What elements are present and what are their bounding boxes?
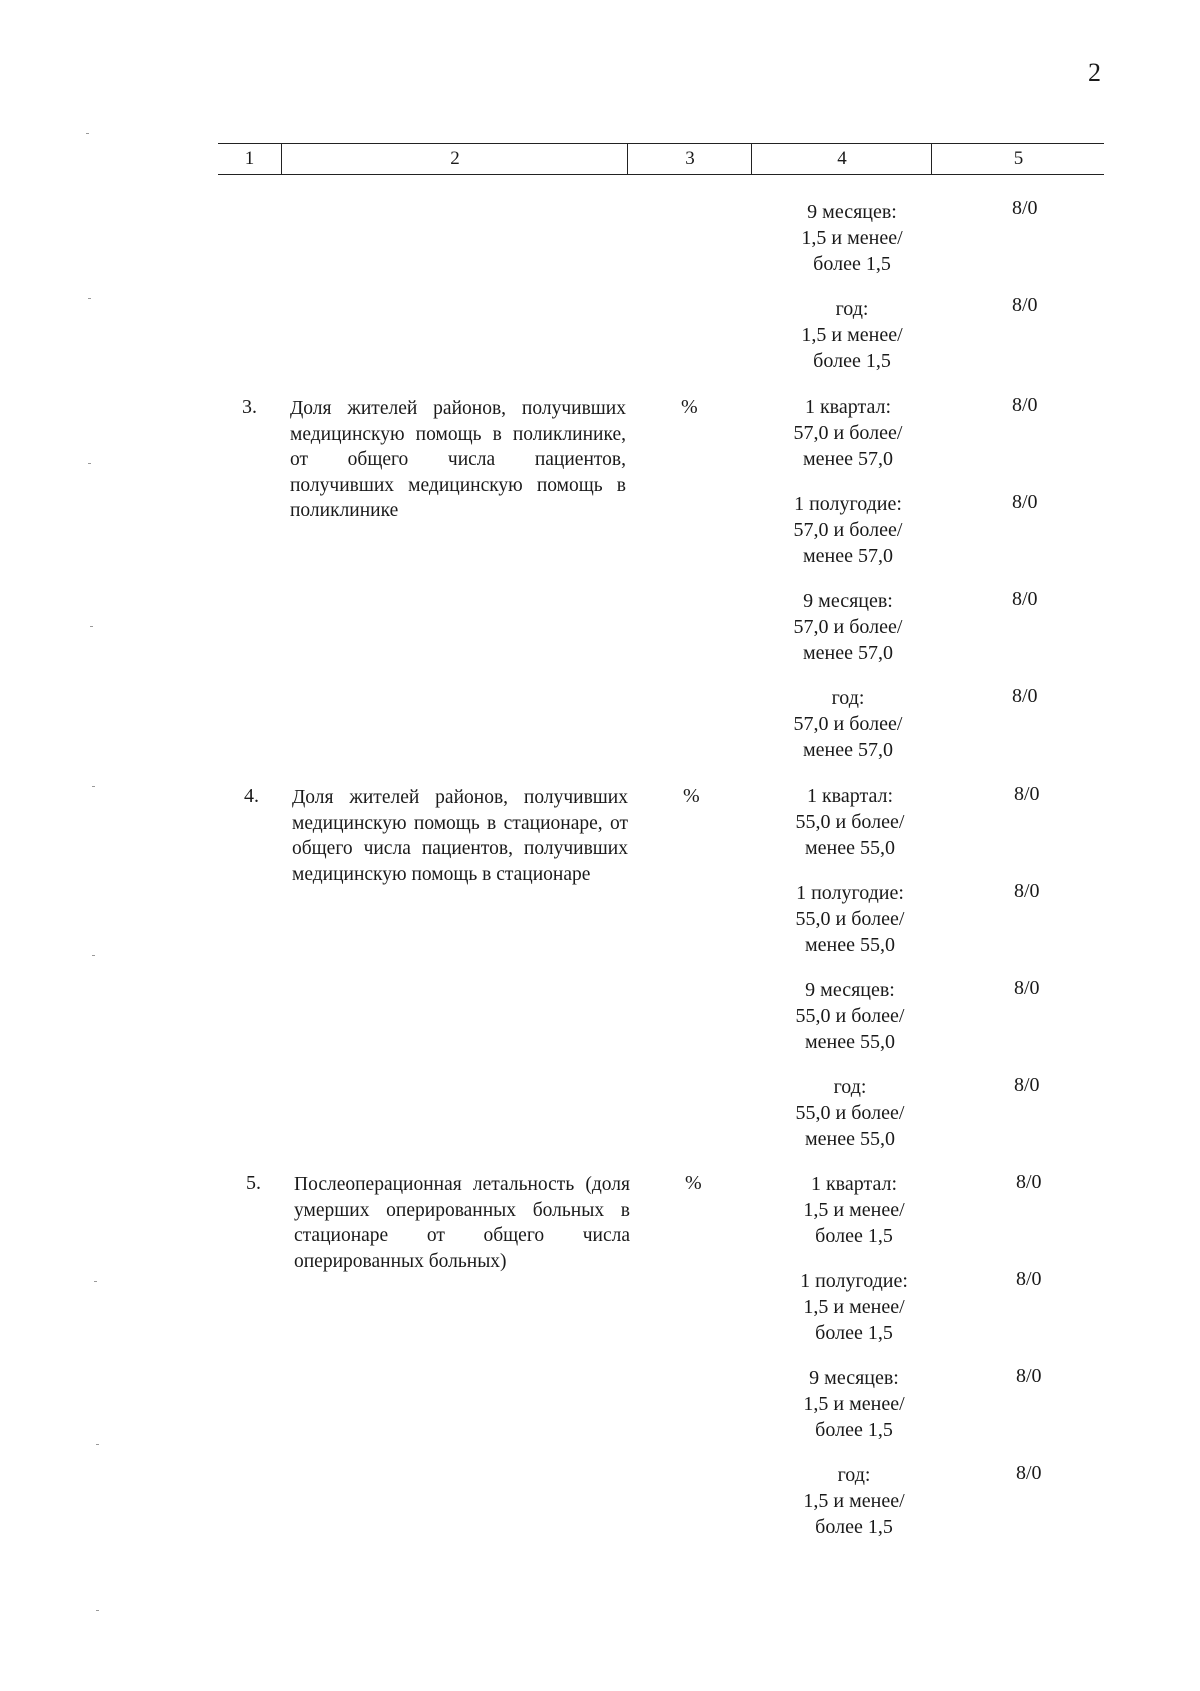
period-label: год: <box>835 298 869 320</box>
period-threshold-line1: 57,0 и более/ <box>793 422 903 444</box>
period-threshold-line2: менее 57,0 <box>803 545 893 567</box>
unit-value: % <box>683 785 700 807</box>
period-cell <box>748 588 948 666</box>
row-number: 5. <box>246 1172 261 1194</box>
column-header-4: 4 <box>751 144 932 174</box>
period-label: 9 месяцев: <box>807 201 897 223</box>
period-cell <box>748 685 948 763</box>
score-value: 8/0 <box>1014 1074 1040 1096</box>
score-value: 8/0 <box>1016 1268 1042 1290</box>
scan-speck <box>90 626 93 627</box>
period-label: 1 полугодие: <box>796 882 904 904</box>
period-threshold-line2: менее 55,0 <box>805 1031 895 1053</box>
period-threshold-line1: 1,5 и менее/ <box>801 324 903 346</box>
period-threshold-line2: менее 55,0 <box>805 1128 895 1150</box>
column-header-1: 1 <box>244 148 255 169</box>
scan-speck <box>88 463 91 464</box>
period-threshold-line1: 55,0 и более/ <box>795 811 905 833</box>
scan-speck <box>92 786 95 787</box>
period-threshold-line1: 57,0 и более/ <box>793 519 903 541</box>
period-cell <box>750 977 950 1055</box>
score-value: 8/0 <box>1012 588 1038 610</box>
period-threshold-line2: менее 57,0 <box>803 739 893 761</box>
period-threshold-line2: более 1,5 <box>815 1419 893 1441</box>
period-threshold-line1: 1,5 и менее/ <box>803 1490 905 1512</box>
score-value: 8/0 <box>1014 880 1040 902</box>
period-threshold-line2: менее 55,0 <box>805 837 895 859</box>
unit-value: % <box>681 396 698 418</box>
score-value: 8/0 <box>1016 1171 1042 1193</box>
period-cell <box>754 1365 954 1443</box>
period-threshold-line1: 1,5 и менее/ <box>801 227 903 249</box>
period-threshold-line1: 1,5 и менее/ <box>803 1199 905 1221</box>
period-threshold-line1: 57,0 и более/ <box>793 713 903 735</box>
column-header-2: 2 <box>281 144 628 174</box>
period-threshold-line2: более 1,5 <box>815 1225 893 1247</box>
period-label: 1 полугодие: <box>794 493 902 515</box>
score-value: 8/0 <box>1014 783 1040 805</box>
period-threshold-line2: более 1,5 <box>813 350 891 372</box>
indicator-description: Доля жителей районов, получивших медицинскую помощь в поликлинике, от общего числа пациентов, получивших медицинскую помощь в поликлинике <box>290 398 626 521</box>
indicator-description: Доля жителей районов, получивших медицинскую помощь в стационаре, от общего числа пациентов, получивших медицинскую помощь в стационаре <box>292 787 628 885</box>
score-value: 8/0 <box>1012 197 1038 219</box>
period-threshold-line2: менее 57,0 <box>803 642 893 664</box>
period-cell <box>754 1462 954 1540</box>
period-threshold-line2: более 1,5 <box>815 1322 893 1344</box>
period-label: год: <box>831 687 865 709</box>
period-cell <box>754 1171 954 1249</box>
score-value: 8/0 <box>1012 685 1038 707</box>
period-label: 9 месяцев: <box>803 590 893 612</box>
period-cell <box>752 199 952 277</box>
scan-speck <box>96 1444 99 1445</box>
period-threshold-line2: более 1,5 <box>813 253 891 275</box>
period-threshold-line1: 1,5 и менее/ <box>803 1393 905 1415</box>
period-threshold-line1: 57,0 и более/ <box>793 616 903 638</box>
period-label: 1 квартал: <box>804 396 892 418</box>
column-header-3: 3 <box>627 144 752 174</box>
column-header-5: 5 <box>931 144 1105 174</box>
row-number: 4. <box>244 785 259 807</box>
period-threshold-line1: 55,0 и более/ <box>795 1005 905 1027</box>
period-cell <box>754 1268 954 1346</box>
period-label: год: <box>833 1076 867 1098</box>
score-value: 8/0 <box>1012 294 1038 316</box>
row-number: 3. <box>242 396 257 418</box>
score-value: 8/0 <box>1012 491 1038 513</box>
period-label: 9 месяцев: <box>805 979 895 1001</box>
period-label: 9 месяцев: <box>809 1367 899 1389</box>
period-threshold-line2: менее 55,0 <box>805 934 895 956</box>
period-cell <box>750 1074 950 1152</box>
period-label: 1 квартал: <box>806 785 894 807</box>
unit-value: % <box>685 1172 702 1194</box>
column-header-row <box>218 143 1104 175</box>
page-number: 2 <box>1088 58 1101 87</box>
scan-speck <box>92 955 95 956</box>
period-cell <box>748 394 948 472</box>
period-label: 1 полугодие: <box>800 1270 908 1292</box>
period-cell <box>752 296 952 374</box>
indicator-description: Послеоперационная летальность (доля умерших оперированных больных в стационаре от общего числа оперированных больных) <box>294 1174 630 1272</box>
period-threshold-line2: менее 57,0 <box>803 448 893 470</box>
scan-speck <box>94 1281 97 1282</box>
period-threshold-line1: 55,0 и более/ <box>795 1102 905 1124</box>
period-threshold-line1: 55,0 и более/ <box>795 908 905 930</box>
score-value: 8/0 <box>1016 1462 1042 1484</box>
scan-speck <box>96 1610 99 1611</box>
score-value: 8/0 <box>1014 977 1040 999</box>
scan-speck <box>88 298 91 299</box>
period-cell <box>750 783 950 861</box>
period-threshold-line1: 1,5 и менее/ <box>803 1296 905 1318</box>
score-value: 8/0 <box>1012 394 1038 416</box>
period-threshold-line2: более 1,5 <box>815 1516 893 1538</box>
period-label: год: <box>837 1464 871 1486</box>
score-value: 8/0 <box>1016 1365 1042 1387</box>
period-label: 1 квартал: <box>810 1173 898 1195</box>
scan-speck <box>86 133 89 134</box>
period-cell <box>748 491 948 569</box>
period-cell <box>750 880 950 958</box>
